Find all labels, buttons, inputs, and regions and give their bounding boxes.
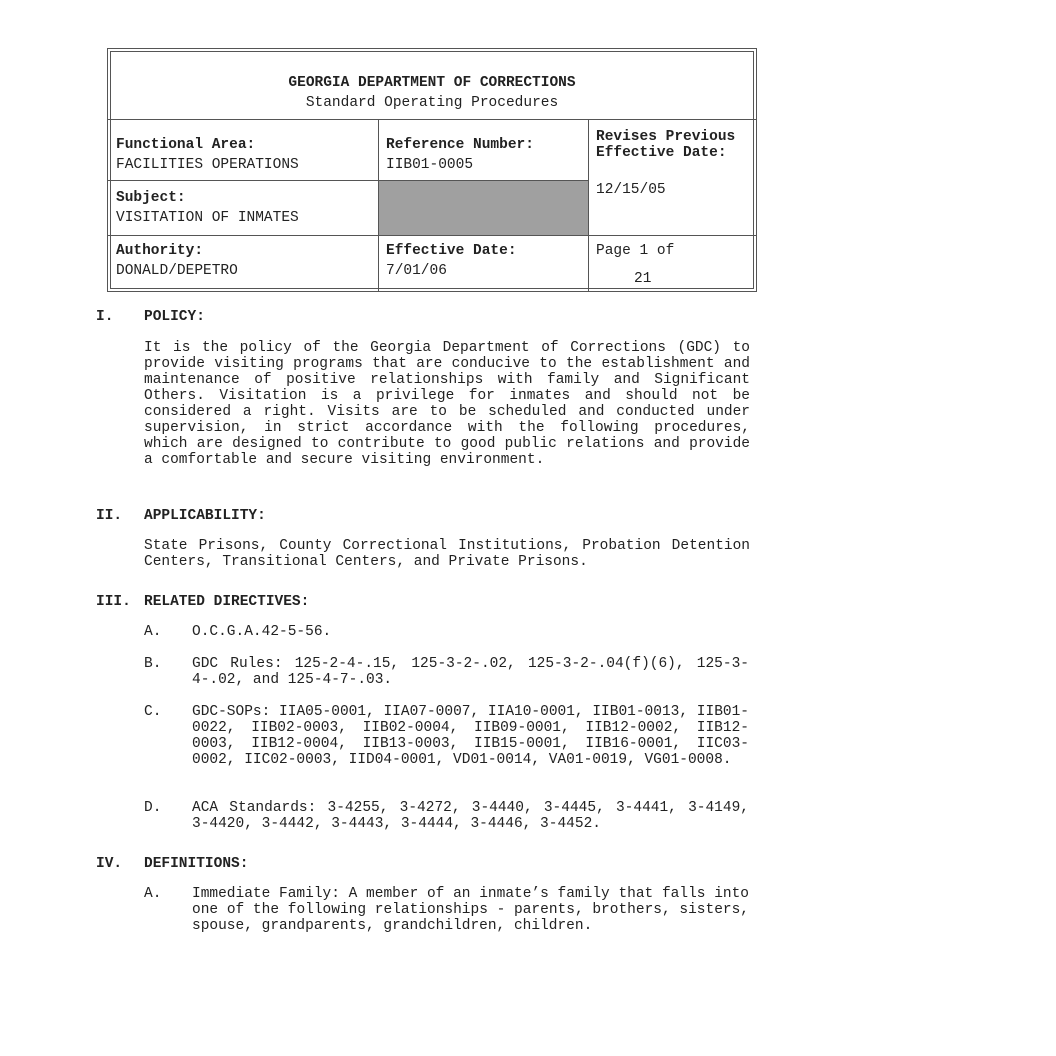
section-heading-policy: POLICY: (144, 309, 205, 325)
list-item-letter: B. (144, 656, 162, 672)
functional-area-label: Functional Area: (116, 137, 256, 153)
list-item-text: O.C.G.A.42-5-56. (192, 624, 332, 640)
redacted-cell (379, 181, 588, 235)
list-item-letter: C. (144, 704, 162, 720)
list-item-text: GDC-SOPs: IIA05-0001, IIA07-0007, IIA10-0001, IIB01-0013, IIB01-0022, IIB02-0003, IIB02-0004, IIB09-0001, IIB12-0002, IIB12-0003, IIB12-0004, IIB13-0003, IIB15-0001, IIB16-0001, IIC03-0002, IIC02-0003, IID04-0001, VD01-0014, VA01-0019, VG01-0008. (192, 704, 749, 768)
effective-date-value: 7/01/06 (386, 263, 447, 279)
applicability-text: State Prisons, County Correctional Institutions, Probation Detention Centers, Transitional Centers, and Private Prisons. (144, 538, 750, 570)
authority-value: DONALD/DEPETRO (116, 263, 238, 279)
page-label: Page 1 of (596, 243, 675, 259)
list-item-text: ACA Standards: 3-4255, 3-4272, 3-4440, 3-4445, 3-4441, 3-4149, 3-4420, 3-4442, 3-4443, 3-4444, 3-4446, 3-4452. (192, 800, 749, 832)
revises-label-line2: Effective Date: (596, 145, 727, 161)
section-number-definitions: IV. (96, 856, 123, 872)
functional-area-value: FACILITIES OPERATIONS (116, 157, 299, 173)
revises-value: 12/15/05 (596, 182, 666, 198)
sop-header-table (107, 48, 757, 292)
list-item-letter: D. (144, 800, 162, 816)
org-title: GEORGIA DEPARTMENT OF CORRECTIONS (288, 75, 576, 91)
revises-label-line1: Revises Previous (596, 129, 736, 145)
section-heading-applicability: APPLICABILITY: (144, 508, 266, 524)
effective-date-label: Effective Date: (386, 243, 517, 259)
reference-number-label: Reference Number: (386, 137, 534, 153)
section-heading-definitions: DEFINITIONS: (144, 856, 249, 872)
reference-number-value: IIB01-0005 (386, 157, 474, 173)
page-total: 21 (634, 271, 652, 287)
section-number-related: III. (96, 594, 131, 610)
section-heading-related: RELATED DIRECTIVES: (144, 594, 310, 610)
doc-type: Standard Operating Procedures (305, 95, 559, 111)
list-item-letter: A. (144, 624, 162, 640)
list-item-text: Immediate Family: A member of an inmate’s family that falls into one of the following relationships - parents, brothers, sisters, spouse, grandparents, grandchildren, children. (192, 886, 749, 934)
subject-value: VISITATION OF INMATES (116, 210, 299, 226)
section-number-applicability: II. (96, 508, 123, 524)
subject-label: Subject: (116, 190, 186, 206)
list-item-text: GDC Rules: 125-2-4-.15, 125-3-2-.02, 125-3-2-.04(f)(6), 125-3-4-.02, and 125-4-7-.03. (192, 656, 749, 688)
section-number-policy: I. (96, 309, 114, 325)
list-item-letter: A. (144, 886, 162, 902)
policy-text: It is the policy of the Georgia Department of Corrections (GDC) to provide visiting programs that are conducive to the establishment and maintenance of positive relationships with family and Significant Others. Visitation is a privilege for inmates and should not be considered a right. Visits are to be scheduled and conducted under supervision, in strict accordance with the following procedures, which are designed to contribute to good public relations and provide a comfortable and secure visiting environment. (144, 340, 750, 468)
authority-label: Authority: (116, 243, 204, 259)
